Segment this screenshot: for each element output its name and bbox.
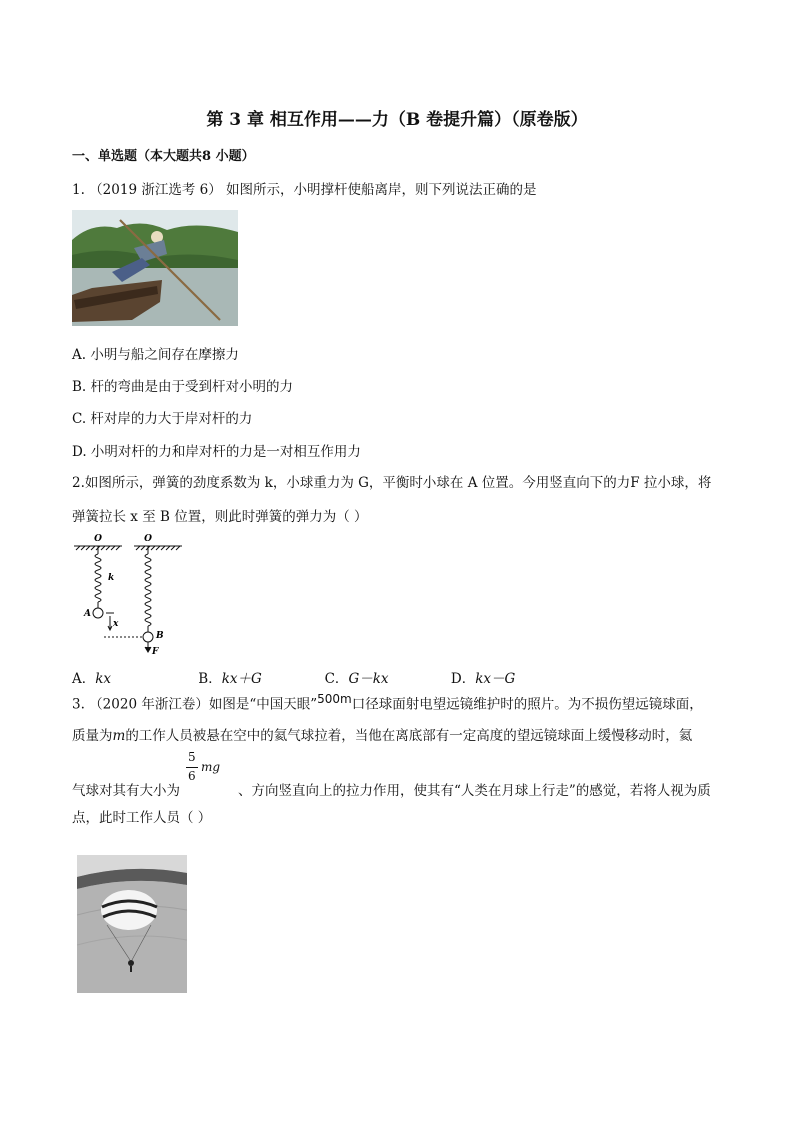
question-2-option-c: C．G－kx: [324, 671, 389, 687]
balloon-photo: [77, 855, 187, 993]
spring-label-b: B: [156, 631, 164, 641]
question-1-option-a: A. 小明与船之间存在摩擦力: [72, 347, 239, 363]
spring-label-k: k: [108, 573, 115, 583]
question-2-option-d: D．kx－G: [450, 671, 516, 687]
question-1-stem: 1. （2019 浙江选考 6） 如图所示，小明撑杆使船离岸，则下列说法正确的是: [72, 182, 537, 198]
question-3-line-3: 气球对其有大小为 、方向竖直向上的拉力作用，使其有“人类在月球上行走”的感觉，若将人视为质: [72, 783, 711, 799]
question-1-option-b: B. 杆的弯曲是由于受到杆对小明的力: [72, 379, 294, 395]
question-3-line-1: 3. （2020 年浙江卷）如图是“中国天眼”$^{500m}$口径球面射电望远镜维护时的照片。为不损伤望远镜球面，: [72, 692, 703, 713]
question-3-line-4: 点，此时工作人员（ ）: [72, 810, 212, 826]
question-2-option-a: A．kx: [72, 671, 112, 687]
fraction-five-sixths-mg: 5 6 mg: [188, 750, 221, 783]
boat-pole-photo: [72, 210, 238, 326]
spring-label-x: x: [113, 619, 119, 629]
page-title: 第 3 章 相互作用——力（B 卷提升篇）（原卷版）: [206, 110, 588, 130]
spring-label-f: F: [152, 647, 159, 657]
spring-label-a: A: [84, 609, 91, 619]
question-2-options: [72, 667, 573, 687]
section-heading: 一、单选题（本大题共8 小题）: [72, 149, 255, 164]
question-2-line-2: 弹簧拉长 x 至 B 位置，则此时弹簧的弹力为（ ）: [72, 509, 368, 525]
spring-label-o1: O: [94, 534, 102, 544]
question-1-option-c: C. 杆对岸的力大于岸对杆的力: [72, 411, 253, 427]
spring-label-o2: O: [144, 534, 152, 544]
spring-diagram: [72, 532, 184, 658]
question-3-line-2: 质量为m的工作人员被悬在空中的氦气球拉着，当他在离底部有一定高度的望远镜球面上缓慢移动时，氦: [72, 728, 693, 744]
question-1-option-d: D. 小明对杆的力和岸对杆的力是一对相互作用力: [72, 444, 361, 460]
question-2-option-b: B．kx＋G: [198, 671, 262, 687]
question-2-line-1: 2.如图所示，弹簧的劲度系数为 k，小球重力为 G，平衡时小球在 A 位置。今用竖直向下的力F 拉小球，将: [72, 475, 712, 491]
